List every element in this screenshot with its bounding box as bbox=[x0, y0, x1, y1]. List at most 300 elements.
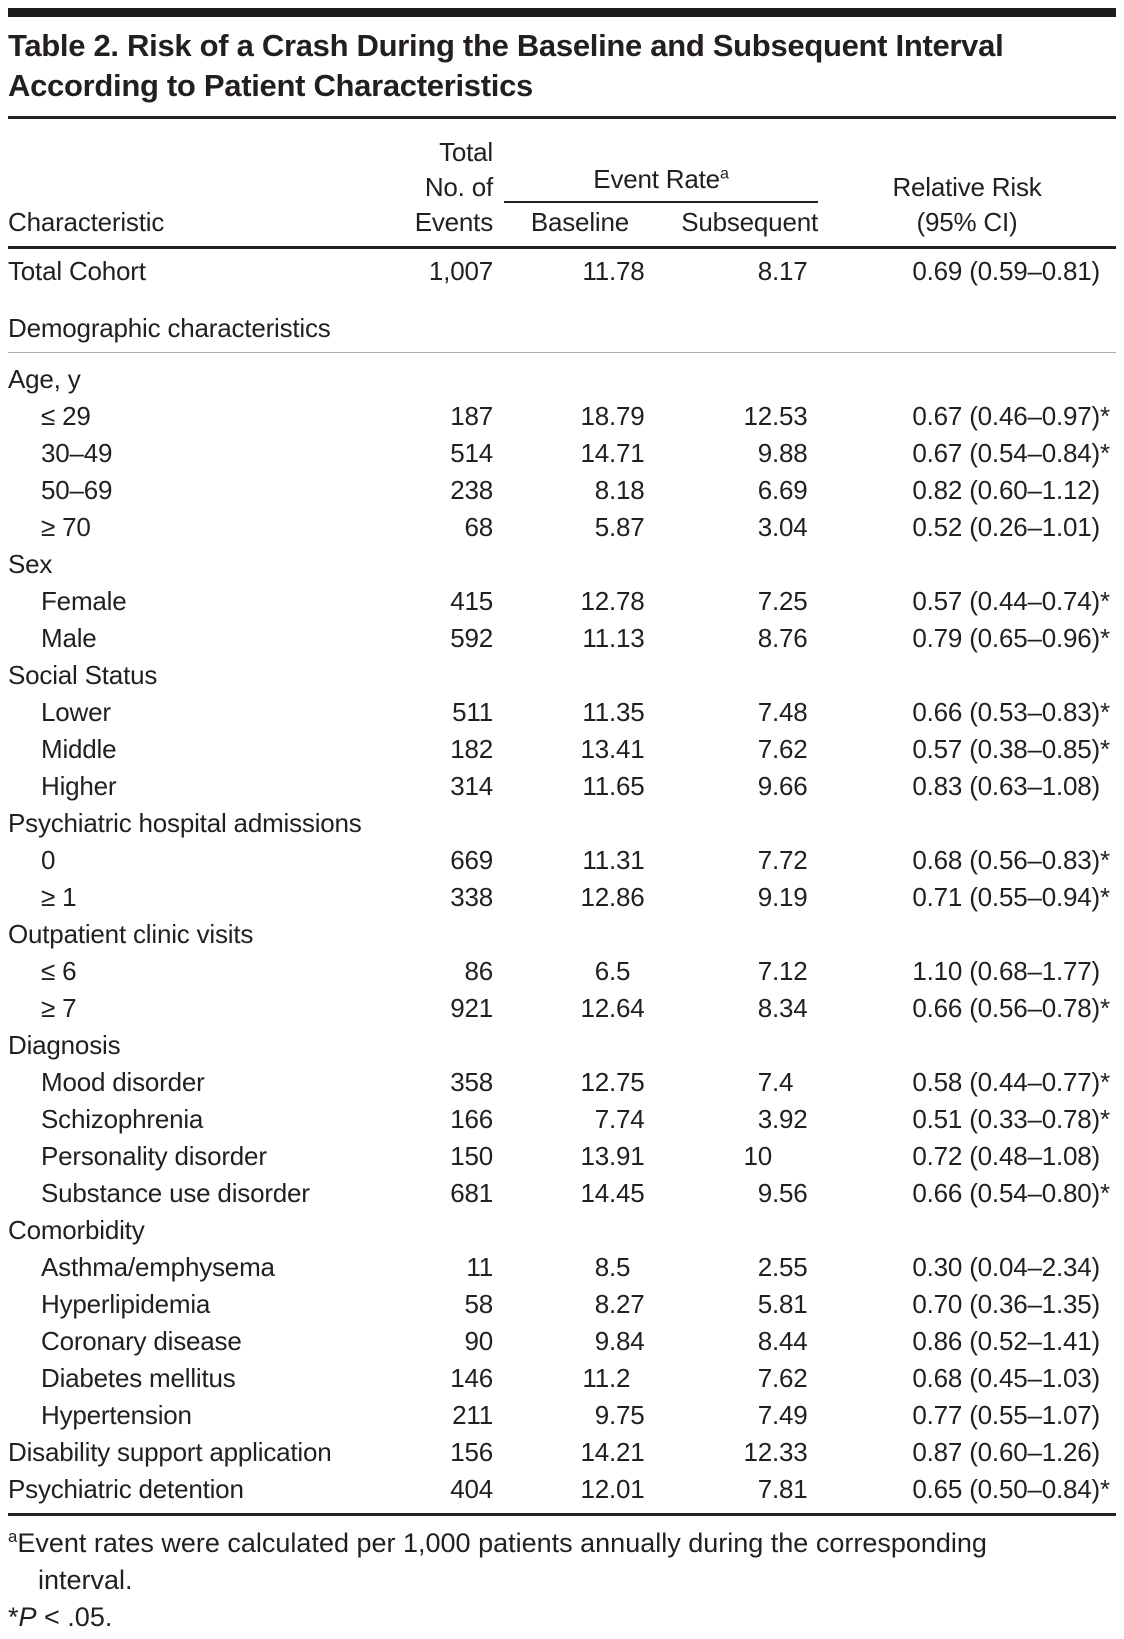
cell-baseline bbox=[504, 1363, 639, 1394]
cell-baseline bbox=[504, 845, 645, 876]
significance-asterisk: * bbox=[1100, 993, 1110, 1023]
row-label: Lower bbox=[41, 697, 111, 727]
table-row bbox=[8, 1471, 1116, 1508]
cell-subsequent bbox=[639, 956, 818, 987]
baseline-int: 11 bbox=[582, 845, 609, 875]
footnote-a-text: Event rates were calculated per 1,000 patients annually during the corresponding interval. bbox=[17, 1528, 987, 1595]
cell-relative-risk bbox=[818, 1474, 1116, 1505]
row-label: Male bbox=[41, 623, 97, 653]
table-row bbox=[8, 398, 1116, 435]
cell-relative-risk bbox=[818, 734, 1116, 765]
baseline-frac: .86 bbox=[609, 882, 645, 912]
subsequent-frac bbox=[772, 1141, 806, 1172]
relative-risk-value: 0.52 (0.26–1.01) bbox=[912, 512, 1100, 542]
cell-baseline bbox=[504, 1326, 645, 1357]
relative-risk-value: 0.87 (0.60–1.26) bbox=[912, 1437, 1100, 1467]
cell-subsequent bbox=[639, 256, 818, 287]
cell-events: 514 bbox=[450, 438, 493, 468]
cell-baseline bbox=[504, 1400, 645, 1431]
table-row bbox=[8, 768, 1116, 805]
row-label: Hyperlipidemia bbox=[41, 1289, 211, 1319]
cell-relative-risk bbox=[818, 1104, 1116, 1135]
relative-risk-value: 0.79 (0.65–0.96) bbox=[912, 623, 1100, 653]
column-header-row bbox=[8, 119, 1116, 246]
cell-events: 86 bbox=[464, 956, 493, 986]
subsequent-frac: .72 bbox=[772, 845, 808, 875]
cell-relative-risk bbox=[818, 1252, 1116, 1283]
baseline-frac: .18 bbox=[609, 475, 645, 505]
subsequent-frac: .56 bbox=[772, 1178, 808, 1208]
row-label: Diabetes mellitus bbox=[41, 1363, 236, 1393]
footnote-a bbox=[8, 1525, 1086, 1599]
relative-risk-value: 0.65 (0.50–0.84) bbox=[912, 1474, 1100, 1504]
relative-risk-value: 0.66 (0.56–0.78) bbox=[912, 993, 1100, 1023]
baseline-frac: .13 bbox=[609, 623, 645, 653]
section-label: Diagnosis bbox=[8, 1030, 121, 1060]
significance-asterisk bbox=[1100, 1363, 1116, 1394]
cell-events: 187 bbox=[450, 401, 493, 431]
row-label: ≥ 7 bbox=[41, 993, 77, 1023]
subsequent-frac: .76 bbox=[772, 623, 808, 653]
baseline-frac: .35 bbox=[609, 697, 645, 727]
significance-asterisk bbox=[1100, 956, 1116, 987]
relative-risk-value: 0.67 (0.54–0.84) bbox=[912, 438, 1100, 468]
subsequent-frac: .55 bbox=[772, 1252, 808, 1282]
baseline-frac: .78 bbox=[609, 256, 645, 286]
cell-baseline bbox=[504, 1178, 645, 1209]
event-rate-underline bbox=[504, 201, 818, 203]
significance-asterisk bbox=[1100, 1437, 1116, 1468]
baseline-frac: .5 bbox=[609, 956, 631, 986]
cell-subsequent bbox=[639, 1289, 818, 1320]
section-label: Outpatient clinic visits bbox=[8, 919, 254, 949]
baseline-header: Baseline bbox=[530, 207, 629, 237]
section-label: Demographic characteristics bbox=[8, 312, 331, 343]
table-row bbox=[8, 472, 1116, 509]
section-row bbox=[8, 546, 1116, 583]
baseline-int: 11 bbox=[582, 697, 609, 727]
cell-relative-risk bbox=[818, 401, 1116, 432]
baseline-frac: .87 bbox=[609, 512, 645, 542]
p-symbol: P bbox=[18, 1602, 37, 1632]
cell-relative-risk bbox=[818, 1400, 1116, 1431]
total-events-header bbox=[414, 135, 504, 240]
table-row bbox=[8, 1434, 1116, 1471]
cell-subsequent bbox=[639, 1363, 818, 1394]
row-label: Personality disorder bbox=[41, 1141, 267, 1171]
significance-asterisk: * bbox=[1100, 697, 1110, 727]
table-title-line-2: According to Patient Characteristics bbox=[8, 68, 533, 103]
baseline-frac: .64 bbox=[609, 993, 645, 1023]
subsequent-int: 12 bbox=[743, 401, 772, 431]
row-label: Total Cohort bbox=[8, 256, 146, 286]
subsequent-int: 7 bbox=[757, 1363, 772, 1393]
relative-risk-value: 0.57 (0.44–0.74) bbox=[912, 586, 1100, 616]
cell-baseline bbox=[504, 1067, 645, 1098]
subsequent-int: 7 bbox=[757, 697, 772, 727]
row-label: ≥ 70 bbox=[41, 512, 91, 542]
subsequent-int: 12 bbox=[743, 1437, 772, 1467]
subsequent-frac: .62 bbox=[772, 1363, 808, 1393]
footnote-a-marker: a bbox=[8, 1527, 18, 1546]
cell-relative-risk bbox=[818, 438, 1116, 469]
baseline-frac: .65 bbox=[609, 771, 645, 801]
significance-asterisk: * bbox=[1100, 882, 1110, 912]
cell-baseline bbox=[504, 256, 645, 287]
cell-baseline bbox=[504, 623, 645, 654]
baseline-frac: .78 bbox=[609, 586, 645, 616]
cell-relative-risk bbox=[818, 956, 1116, 987]
relative-risk-header-line-1: Relative Risk bbox=[892, 172, 1042, 202]
baseline-frac: .75 bbox=[609, 1067, 645, 1097]
cell-subsequent bbox=[639, 1474, 818, 1505]
baseline-int: 7 bbox=[594, 1104, 609, 1134]
subsequent-frac: .17 bbox=[772, 256, 808, 286]
cell-events: 681 bbox=[450, 1178, 493, 1208]
cell-subsequent bbox=[639, 1178, 818, 1209]
cell-subsequent bbox=[639, 1067, 818, 1098]
cell-baseline bbox=[504, 734, 645, 765]
baseline-int: 11 bbox=[582, 623, 609, 653]
subsequent-frac: .33 bbox=[772, 1437, 808, 1467]
row-label: Mood disorder bbox=[41, 1067, 205, 1097]
subsequent-int: 9 bbox=[757, 882, 772, 912]
table-row bbox=[8, 435, 1116, 472]
subsequent-frac: .19 bbox=[772, 882, 808, 912]
subsequent-int: 7 bbox=[757, 1474, 772, 1504]
cell-subsequent bbox=[639, 401, 818, 432]
relative-risk-value: 0.66 (0.53–0.83) bbox=[912, 697, 1100, 727]
relative-risk-value: 0.30 (0.04–2.34) bbox=[912, 1252, 1100, 1282]
table-row bbox=[8, 1397, 1116, 1434]
table-row bbox=[8, 509, 1116, 546]
cell-relative-risk bbox=[818, 882, 1116, 913]
cell-events: 669 bbox=[450, 845, 493, 875]
table-row bbox=[8, 1064, 1116, 1101]
event-rate-subheaders bbox=[504, 205, 818, 240]
cell-relative-risk bbox=[818, 1067, 1116, 1098]
subsequent-int: 9 bbox=[757, 771, 772, 801]
cell-subsequent bbox=[639, 734, 818, 765]
relative-risk-header-line-2: (95% CI) bbox=[916, 207, 1018, 237]
relative-risk-value: 0.69 (0.59–0.81) bbox=[912, 256, 1100, 286]
subsequent-int: 7 bbox=[757, 1400, 772, 1430]
subsequent-frac: .48 bbox=[772, 697, 808, 727]
baseline-int: 5 bbox=[594, 512, 609, 542]
baseline-frac: .45 bbox=[609, 1178, 645, 1208]
subsequent-int: 9 bbox=[757, 438, 772, 468]
cell-baseline bbox=[504, 1252, 639, 1283]
baseline-int: 14 bbox=[580, 438, 609, 468]
cell-events: 592 bbox=[450, 623, 493, 653]
cell-baseline bbox=[504, 993, 645, 1024]
row-label: Middle bbox=[41, 734, 117, 764]
cell-events: 182 bbox=[450, 734, 493, 764]
relative-risk-value: 0.66 (0.54–0.80) bbox=[912, 1178, 1100, 1208]
cell-baseline bbox=[504, 401, 645, 432]
table-row bbox=[8, 879, 1116, 916]
row-label: ≤ 29 bbox=[41, 401, 91, 431]
cell-relative-risk bbox=[818, 771, 1116, 802]
p-threshold-text: < .05. bbox=[36, 1602, 113, 1632]
table-row bbox=[8, 1175, 1116, 1212]
table-row bbox=[8, 731, 1116, 768]
cell-baseline bbox=[504, 1104, 645, 1135]
subsequent-int: 7 bbox=[757, 586, 772, 616]
cell-subsequent bbox=[639, 1400, 818, 1431]
section-row bbox=[8, 304, 1116, 353]
section-label: Social Status bbox=[8, 660, 158, 690]
subsequent-int: 6 bbox=[757, 475, 772, 505]
cell-relative-risk bbox=[818, 1178, 1116, 1209]
footnote-significance bbox=[8, 1599, 1116, 1636]
baseline-int: 8 bbox=[594, 1252, 609, 1282]
section-label: Sex bbox=[8, 549, 53, 579]
section-row bbox=[8, 657, 1116, 694]
subsequent-frac: .69 bbox=[772, 475, 808, 505]
cell-subsequent bbox=[639, 1326, 818, 1357]
table-row bbox=[8, 1101, 1116, 1138]
subsequent-frac: .44 bbox=[772, 1326, 808, 1356]
cell-baseline bbox=[504, 956, 639, 987]
baseline-frac: .91 bbox=[609, 1141, 645, 1171]
subsequent-int: 10 bbox=[743, 1141, 772, 1171]
baseline-frac: .21 bbox=[609, 1437, 645, 1467]
baseline-int: 14 bbox=[580, 1437, 609, 1467]
table-row bbox=[8, 583, 1116, 620]
table-row bbox=[8, 1138, 1116, 1175]
cell-events: 921 bbox=[450, 993, 493, 1023]
cell-baseline bbox=[504, 475, 645, 506]
baseline-frac: .71 bbox=[609, 438, 645, 468]
baseline-int: 11 bbox=[582, 771, 609, 801]
cell-events: 90 bbox=[464, 1326, 493, 1356]
significance-asterisk bbox=[1100, 1400, 1116, 1431]
significance-asterisk: * bbox=[1100, 401, 1110, 431]
section-label: Comorbidity bbox=[8, 1215, 145, 1245]
cell-subsequent bbox=[639, 1437, 818, 1468]
subsequent-int: 7 bbox=[757, 1067, 772, 1097]
table-row bbox=[8, 1286, 1116, 1323]
cell-subsequent bbox=[639, 1104, 818, 1135]
significance-asterisk: * bbox=[1100, 623, 1110, 653]
table-row bbox=[8, 1360, 1116, 1397]
section-row bbox=[8, 1027, 1116, 1064]
baseline-frac: .2 bbox=[609, 1363, 631, 1393]
significance-asterisk bbox=[1100, 512, 1116, 543]
relative-risk-value: 0.58 (0.44–0.77) bbox=[912, 1067, 1100, 1097]
baseline-frac: .79 bbox=[609, 401, 645, 431]
cell-relative-risk bbox=[818, 697, 1116, 728]
baseline-int: 13 bbox=[580, 1141, 609, 1171]
subsequent-frac: .4 bbox=[772, 1067, 794, 1097]
cell-baseline bbox=[504, 771, 645, 802]
subsequent-int: 7 bbox=[757, 734, 772, 764]
relative-risk-value: 0.68 (0.56–0.83) bbox=[912, 845, 1100, 875]
row-label: Disability support application bbox=[8, 1437, 332, 1467]
event-rate-group-header bbox=[504, 162, 818, 240]
significance-asterisk bbox=[1100, 1252, 1116, 1283]
relative-risk-value: 0.70 (0.36–1.35) bbox=[912, 1289, 1100, 1319]
relative-risk-value: 0.68 (0.45–1.03) bbox=[912, 1363, 1100, 1393]
cell-events: 238 bbox=[450, 475, 493, 505]
cell-events: 1,007 bbox=[428, 256, 493, 286]
baseline-int: 9 bbox=[594, 1400, 609, 1430]
baseline-frac: .5 bbox=[609, 1252, 631, 1282]
cell-relative-risk bbox=[818, 1437, 1116, 1468]
cell-baseline bbox=[504, 438, 645, 469]
subsequent-header: Subsequent bbox=[681, 207, 818, 237]
cell-events: 511 bbox=[452, 697, 493, 727]
baseline-int: 18 bbox=[580, 401, 609, 431]
section-label: Age, y bbox=[8, 364, 81, 394]
cell-subsequent bbox=[639, 1252, 818, 1283]
section-row bbox=[8, 361, 1116, 398]
event-rate-footnote-marker: a bbox=[719, 164, 729, 183]
asterisk-marker: * bbox=[8, 1602, 19, 1632]
subsequent-frac: .25 bbox=[772, 586, 808, 616]
cell-baseline bbox=[504, 586, 645, 617]
cell-baseline bbox=[504, 697, 645, 728]
cell-relative-risk bbox=[818, 256, 1116, 287]
subsequent-int: 8 bbox=[757, 256, 772, 286]
cell-relative-risk bbox=[818, 586, 1116, 617]
subsequent-int: 2 bbox=[757, 1252, 772, 1282]
significance-asterisk bbox=[1100, 256, 1116, 287]
significance-asterisk bbox=[1100, 1326, 1116, 1357]
table-title-line-1: Table 2. Risk of a Crash During the Baseline and Subsequent Interval bbox=[8, 28, 1004, 63]
baseline-int: 12 bbox=[580, 993, 609, 1023]
relative-risk-value: 0.77 (0.55–1.07) bbox=[912, 1400, 1100, 1430]
baseline-frac: .84 bbox=[609, 1326, 645, 1356]
cell-subsequent bbox=[639, 475, 818, 506]
cell-events: 415 bbox=[450, 586, 493, 616]
significance-asterisk bbox=[1100, 475, 1116, 506]
table-row bbox=[8, 842, 1116, 879]
cell-subsequent bbox=[639, 438, 818, 469]
section-row bbox=[8, 916, 1116, 953]
significance-asterisk bbox=[1100, 1141, 1116, 1172]
cell-subsequent bbox=[639, 623, 818, 654]
baseline-frac: .27 bbox=[609, 1289, 645, 1319]
significance-asterisk: * bbox=[1100, 734, 1110, 764]
baseline-frac: .01 bbox=[609, 1474, 645, 1504]
row-label: Hypertension bbox=[41, 1400, 192, 1430]
subsequent-int: 9 bbox=[757, 1178, 772, 1208]
cell-baseline bbox=[504, 1141, 645, 1172]
baseline-int: 11 bbox=[582, 256, 609, 286]
total-events-header-line-3: Events bbox=[414, 207, 493, 237]
subsequent-int: 8 bbox=[757, 1326, 772, 1356]
cell-baseline bbox=[504, 1474, 645, 1505]
relative-risk-value: 0.72 (0.48–1.08) bbox=[912, 1141, 1100, 1171]
cell-subsequent bbox=[639, 771, 818, 802]
subsequent-frac: .34 bbox=[772, 993, 808, 1023]
subsequent-frac: .53 bbox=[772, 401, 808, 431]
row-label: Schizophrenia bbox=[41, 1104, 204, 1134]
cell-relative-risk bbox=[818, 623, 1116, 654]
section-label: Psychiatric hospital admissions bbox=[8, 808, 362, 838]
table-title bbox=[8, 26, 1116, 106]
subsequent-int: 3 bbox=[757, 1104, 772, 1134]
table-row bbox=[8, 1323, 1116, 1360]
row-label: Psychiatric detention bbox=[8, 1474, 244, 1504]
row-label: Asthma/emphysema bbox=[41, 1252, 275, 1282]
subsequent-frac: .92 bbox=[772, 1104, 808, 1134]
baseline-int: 12 bbox=[580, 1067, 609, 1097]
subsequent-frac: .88 bbox=[772, 438, 808, 468]
section-row bbox=[8, 1212, 1116, 1249]
baseline-int: 8 bbox=[594, 1289, 609, 1319]
cell-events: 156 bbox=[450, 1437, 493, 1467]
table-row bbox=[8, 253, 1116, 290]
cell-subsequent bbox=[639, 882, 818, 913]
relative-risk-header bbox=[818, 170, 1116, 240]
cell-subsequent bbox=[639, 845, 818, 876]
subsequent-int: 7 bbox=[757, 956, 772, 986]
relative-risk-value: 0.57 (0.38–0.85) bbox=[912, 734, 1100, 764]
subsequent-frac: .49 bbox=[772, 1400, 808, 1430]
cell-baseline bbox=[504, 882, 645, 913]
cell-baseline bbox=[504, 512, 645, 543]
baseline-int: 9 bbox=[594, 1326, 609, 1356]
top-rule bbox=[8, 8, 1116, 17]
cell-subsequent bbox=[639, 993, 818, 1024]
significance-asterisk: * bbox=[1100, 1178, 1110, 1208]
subsequent-int: 7 bbox=[757, 845, 772, 875]
baseline-int: 8 bbox=[594, 475, 609, 505]
row-label: Substance use disorder bbox=[41, 1178, 310, 1208]
cell-events: 58 bbox=[464, 1289, 493, 1319]
significance-asterisk: * bbox=[1100, 1067, 1110, 1097]
table-row bbox=[8, 1249, 1116, 1286]
relative-risk-value: 1.10 (0.68–1.77) bbox=[912, 956, 1100, 986]
baseline-frac: .75 bbox=[609, 1400, 645, 1430]
cell-events: 314 bbox=[450, 771, 493, 801]
cell-events: 338 bbox=[450, 882, 493, 912]
baseline-frac: .74 bbox=[609, 1104, 645, 1134]
significance-asterisk: * bbox=[1100, 845, 1110, 875]
relative-risk-value: 0.83 (0.63–1.08) bbox=[912, 771, 1100, 801]
cell-relative-risk bbox=[818, 993, 1116, 1024]
relative-risk-value: 0.51 (0.33–0.78) bbox=[912, 1104, 1100, 1134]
relative-risk-value: 0.67 (0.46–0.97) bbox=[912, 401, 1100, 431]
baseline-int: 12 bbox=[580, 586, 609, 616]
cell-events: 404 bbox=[450, 1474, 493, 1504]
row-label: ≤ 6 bbox=[41, 956, 77, 986]
relative-risk-value: 0.71 (0.55–0.94) bbox=[912, 882, 1100, 912]
cell-relative-risk bbox=[818, 1363, 1116, 1394]
subsequent-int: 3 bbox=[757, 512, 772, 542]
cell-baseline bbox=[504, 1437, 645, 1468]
cell-relative-risk bbox=[818, 1141, 1116, 1172]
row-label: ≥ 1 bbox=[41, 882, 77, 912]
cell-events: 211 bbox=[452, 1400, 493, 1430]
significance-asterisk: * bbox=[1100, 1474, 1110, 1504]
subsequent-frac: .66 bbox=[772, 771, 808, 801]
section-row bbox=[8, 805, 1116, 842]
table-row bbox=[8, 990, 1116, 1027]
significance-asterisk bbox=[1100, 771, 1116, 802]
subsequent-frac: .81 bbox=[772, 1474, 808, 1504]
cell-events: 166 bbox=[450, 1104, 493, 1134]
row-label: 30–49 bbox=[41, 438, 113, 468]
row-label: Coronary disease bbox=[41, 1326, 242, 1356]
subsequent-frac: .12 bbox=[772, 956, 808, 986]
table-row bbox=[8, 953, 1116, 990]
cell-subsequent bbox=[639, 697, 818, 728]
baseline-int: 13 bbox=[580, 734, 609, 764]
